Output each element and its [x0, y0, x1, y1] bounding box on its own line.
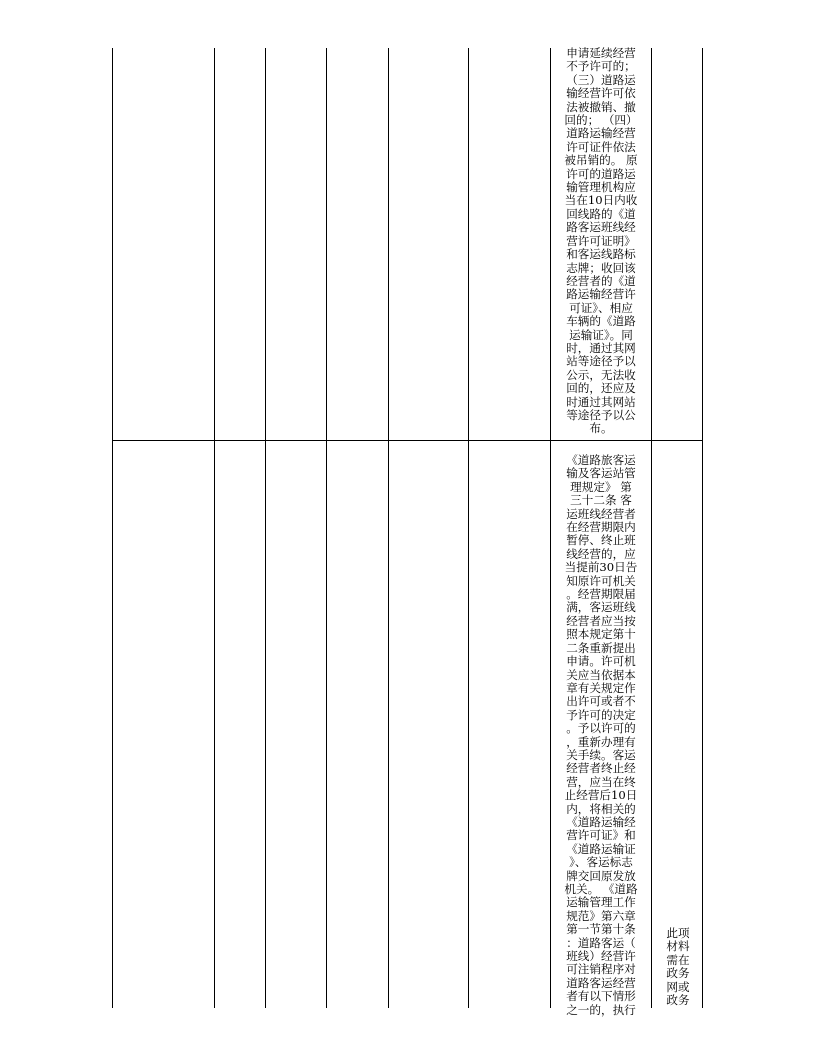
column-divider-4 — [388, 48, 389, 1008]
table-cell-legal-basis-row1: 申请延续经营 不予许可的； （三）道路运 输经营许可依 法被撤销、撤 回的； （四） 道路运输经营 许可证件依法 被吊销的。 原 许可的道路运 输管理机构应 当在10日内收 回线路的《道 路客运班线经 营许可证明》 和客运线路标 志牌；收回该 经营者的《道 路运输经营许 可证》、相应 车辆的《道路 运输证》。同 时，通过其网 站等途径予以 公示，无法收 回的，还应及 时通过其网站 等途径予以公 布。 — [564, 46, 638, 436]
table-cell-legal-basis-row2: 《道路旅客运 输及客运站管 理规定》 第 三十二条 客 运班线经营者 在经营期限内 暂停、终止班 线经营的，应 当提前30日告 知原许可机关 。经营期限届 满，客运班线 经营者应当按 照本规定第十 二条重新提出 申请。许可机 关应当依据本 章有关规定作 出许可或者不 予许可的决定 。予以许可的 ，重新办理有 关手续。客运 经营者终止经 营，应当在终 止经营后10日 内，将相关的 《道路运输经 营许可证》和 《道路运输证 》、客运标志 牌交回原发放 机关。 《道路 运输管理工作 规范》第六章 第一节第十条 ：道路客运（ 班线）经营许 可注销程序对 道路客运经营 者有以下情形 之一的，执行 — [564, 453, 638, 1017]
row-divider — [112, 440, 703, 441]
column-divider-5 — [468, 48, 469, 1008]
column-divider-3 — [326, 48, 327, 1008]
column-divider-7 — [651, 48, 652, 1008]
table-border-left — [112, 48, 113, 1008]
column-divider-1 — [214, 48, 215, 1008]
column-divider-2 — [265, 48, 266, 1008]
table-border-right — [702, 48, 703, 1008]
table-cell-remarks-row2: 此项 材料 需在 政务 网或 政务 — [666, 926, 690, 1008]
column-divider-6 — [550, 48, 551, 1008]
